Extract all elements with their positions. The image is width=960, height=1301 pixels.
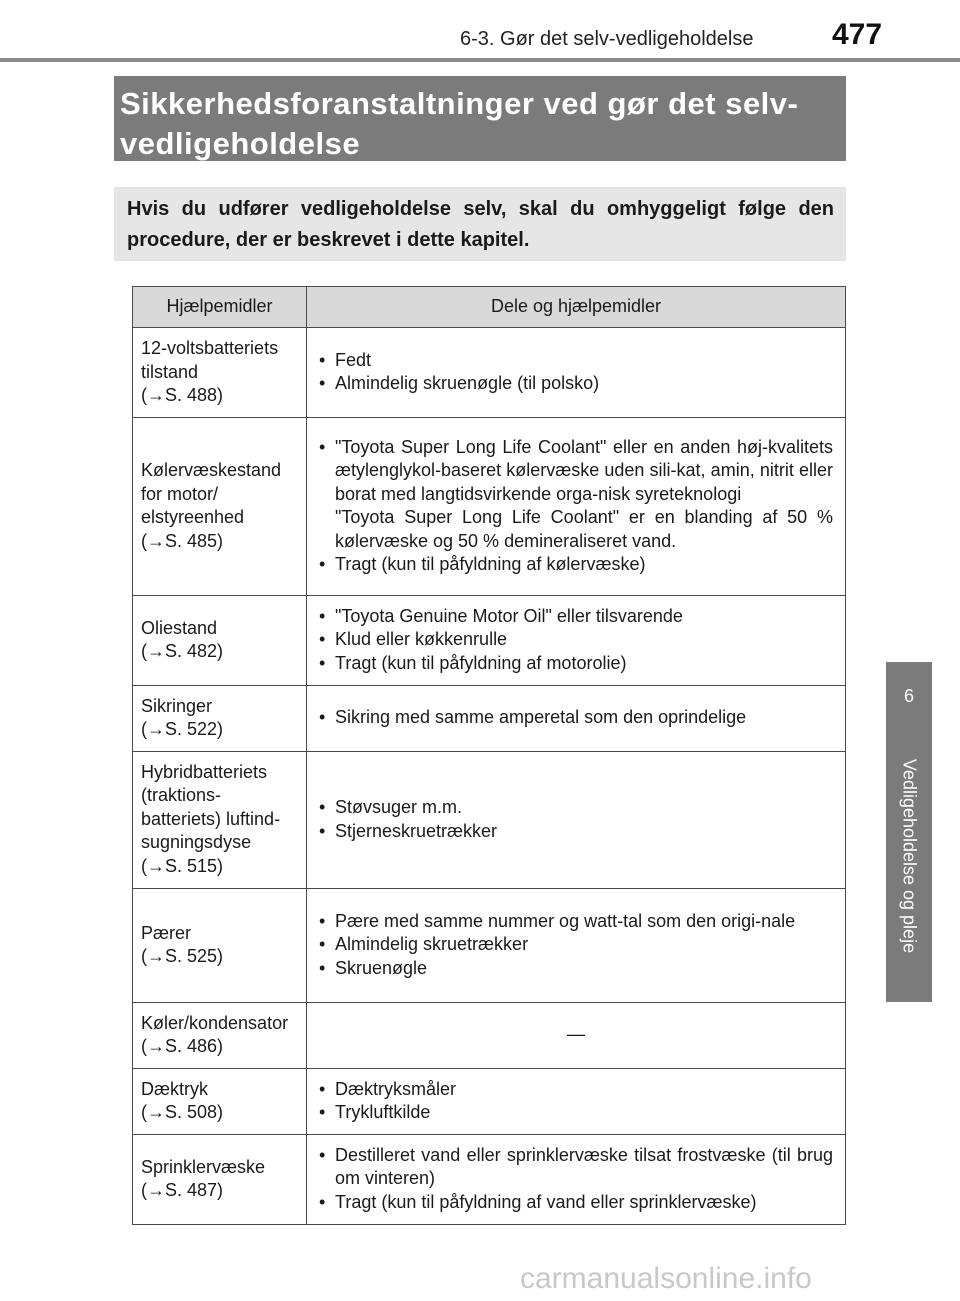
list-item — [319, 436, 833, 554]
page-reference: (→S. 486) — [141, 1036, 224, 1056]
tool-name: Kølervæskestand for motor/ elstyreenhed — [141, 460, 282, 527]
list-item-text: "Toyota Super Long Life Coolant" eller en anden høj-kvalitets ætylenglykol-baseret kølervæske uden sili-kat, amin, nitrit eller borat med langtidsvirkende orga-nisk syreteknologi — [335, 436, 833, 504]
tool-name: Oliestand — [141, 617, 218, 638]
tool-name: Køler/kondensator — [141, 1012, 289, 1033]
parts-list — [319, 349, 833, 396]
table-row — [133, 1002, 846, 1068]
parts-list — [319, 436, 833, 577]
list-item: • Sikring med samme amperetal som den oprindelige — [319, 706, 833, 730]
column-header-parts: Dele og hjælpemidler — [307, 287, 846, 328]
parts-cell — [307, 685, 846, 751]
chapter-label: Vedligeholdelse og pleje — [899, 758, 920, 954]
parts-list — [319, 1078, 833, 1125]
tool-name-cell — [133, 328, 307, 418]
list-item: • Tragt (kun til påfyldning af motorolie) — [319, 652, 833, 676]
parts-cell — [307, 751, 846, 888]
parts-cell — [307, 1068, 846, 1134]
parts-list — [319, 605, 833, 676]
list-item: • Stjerneskruetrækker — [319, 820, 833, 844]
watermark: carmanualsonline.info — [520, 1262, 812, 1295]
table-row — [133, 685, 846, 751]
list-item-note: "Toyota Super Long Life Coolant" er en blanding af 50 % kølervæske og 50 % demineraliseret vand. — [335, 507, 833, 551]
parts-list — [319, 706, 833, 730]
header-divider — [0, 58, 960, 62]
tool-name-cell — [133, 685, 307, 751]
tools-table — [132, 286, 846, 1225]
page-reference: (→S. 487) — [141, 1180, 224, 1200]
list-item: • Trykluftkilde — [319, 1101, 833, 1125]
tool-name-cell — [133, 1002, 307, 1068]
tool-name-cell — [133, 417, 307, 595]
intro-text: Hvis du udfører vedligeholdelse selv, skal du omhyggeligt følge den procedure, der er beskrevet i dette kapitel. — [114, 187, 846, 261]
tool-name-cell — [133, 1134, 307, 1224]
tool-name: 12-voltsbatteriets tilstand — [141, 338, 279, 382]
table-row — [133, 1068, 846, 1134]
list-item: • Støvsuger m.m. — [319, 796, 833, 820]
list-item: • Tragt (kun til påfyldning af kølervæske) — [319, 553, 833, 577]
list-item: • Almindelig skruenøgle (til polsko) — [319, 372, 833, 396]
tool-name: Hybridbatteriets (traktions-batteriets) luftind-sugningsdyse — [141, 761, 281, 853]
page-number: 477 — [832, 18, 883, 51]
page-reference: (→S. 525) — [141, 946, 224, 966]
parts-list — [319, 796, 833, 843]
page-reference: (→S. 482) — [141, 641, 224, 661]
parts-cell — [307, 888, 846, 1002]
page-reference: (→S. 522) — [141, 719, 224, 739]
parts-cell — [307, 328, 846, 418]
table-row — [133, 751, 846, 888]
list-item: • Tragt (kun til påfyldning af vand eller sprinklervæske) — [319, 1191, 833, 1215]
table-row — [133, 328, 846, 418]
page-reference: (→S. 515) — [141, 855, 224, 876]
chapter-number: 6 — [903, 686, 914, 706]
list-item: • Almindelig skruetrækker — [319, 933, 833, 957]
tool-name-cell — [133, 888, 307, 1002]
tool-name: Sikringer — [141, 695, 213, 716]
page-title: Sikkerhedsforanstaltninger ved gør det selv-vedligeholdelse — [114, 76, 846, 161]
list-item: • Klud eller køkkenrulle — [319, 628, 833, 652]
parts-cell — [307, 595, 846, 685]
tool-name: Sprinklervæske — [141, 1156, 266, 1177]
tool-name-cell — [133, 595, 307, 685]
tool-name: Dæktryk — [141, 1078, 208, 1099]
column-header-tools: Hjælpemidler — [133, 287, 307, 328]
parts-cell — [307, 1134, 846, 1224]
header-section-title: 6-3. Gør det selv-vedligeholdelse — [460, 28, 754, 50]
parts-list — [319, 1144, 833, 1215]
tool-name-cell — [133, 1068, 307, 1134]
tool-name: Pærer — [141, 922, 192, 943]
table-row — [133, 888, 846, 1002]
parts-cell — [307, 417, 846, 595]
table-row — [133, 595, 846, 685]
list-item: • Destilleret vand eller sprinklervæske tilsat frostvæske (til brug om vinteren) — [319, 1144, 833, 1191]
list-item: • Skruenøgle — [319, 957, 833, 981]
page-reference: (→S. 488) — [141, 385, 224, 405]
table-row — [133, 417, 846, 595]
list-item: • Dæktryksmåler — [319, 1078, 833, 1102]
list-item: • "Toyota Genuine Motor Oil" eller tilsvarende — [319, 605, 833, 629]
page-reference: (→S. 485) — [141, 530, 224, 551]
list-item: • Fedt — [319, 349, 833, 373]
parts-cell-empty: — — [307, 1002, 846, 1068]
page-reference: (→S. 508) — [141, 1102, 224, 1122]
parts-list — [319, 910, 833, 981]
table-row — [133, 1134, 846, 1224]
tool-name-cell — [133, 751, 307, 888]
list-item: • Pære med samme nummer og watt-tal som den origi-nale — [319, 910, 833, 934]
table-header-row — [133, 287, 846, 328]
